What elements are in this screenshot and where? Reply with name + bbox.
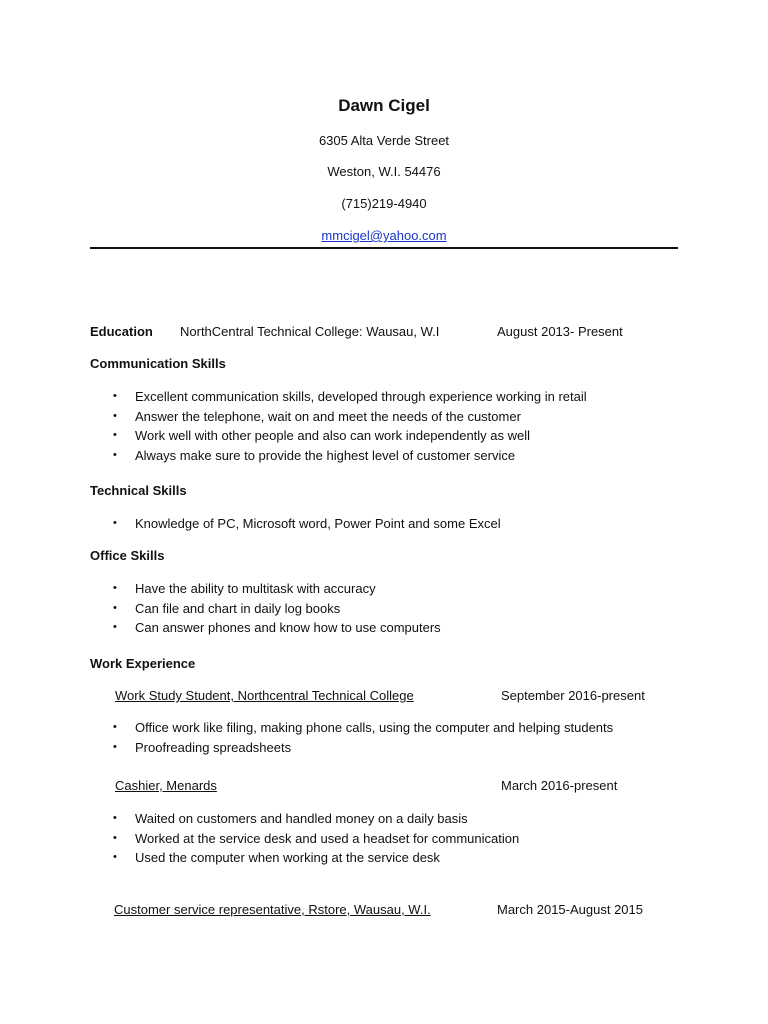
list-item: • Waited on customers and handled money on a daily basis: [113, 809, 519, 829]
job-dates-customer-service: March 2015-August 2015: [497, 902, 643, 917]
bullet-icon: •: [113, 721, 117, 733]
list-item: • Can file and chart in daily log books: [113, 599, 441, 619]
job-dates-work-study: September 2016-present: [501, 688, 645, 703]
list-item: • Proofreading spreadsheets: [113, 738, 613, 758]
bullet-icon: •: [113, 601, 117, 614]
job-title-work-study: Work Study Student, Northcentral Technical College: [115, 688, 414, 703]
bullet-icon: •: [113, 812, 117, 824]
list-item: • Have the ability to multitask with accuracy: [113, 579, 441, 599]
job-dates-cashier: March 2016-present: [501, 778, 618, 793]
list-item: • Worked at the service desk and used a headset for communication: [113, 829, 519, 849]
education-school: NorthCentral Technical College: Wausau, W.I: [180, 324, 440, 339]
communication-skills-heading: Communication Skills: [90, 356, 226, 371]
applicant-name: Dawn Cigel: [338, 96, 430, 115]
job-duties-work-study: [113, 718, 613, 757]
bullet-icon: •: [113, 621, 117, 634]
list-item: • Can answer phones and know how to use computers: [113, 618, 441, 638]
bullet-icon: •: [113, 409, 117, 422]
bullet-icon: •: [113, 740, 117, 753]
list-item: • Always make sure to provide the highest level of customer service: [113, 446, 587, 466]
phone-number: (715)219-4940: [341, 196, 427, 211]
office-skills-list: [113, 579, 441, 638]
technical-skills-heading: Technical Skills: [90, 483, 187, 498]
work-experience-heading: Work Experience: [90, 656, 196, 671]
job-duties-cashier: [113, 809, 519, 868]
bullet-icon: •: [113, 390, 117, 402]
bullet-icon: •: [113, 851, 117, 864]
header-divider: [90, 247, 678, 249]
office-skills-heading: Office Skills: [90, 548, 165, 563]
list-item: • Used the computer when working at the service desk: [113, 848, 519, 868]
technical-skills-list: [113, 514, 501, 534]
email-link[interactable]: mmcigel@yahoo.com: [321, 228, 447, 243]
list-item: • Answer the telephone, wait on and meet the needs of the customer: [113, 407, 587, 427]
bullet-icon: •: [113, 449, 117, 462]
city-state-zip: Weston, W.I. 54476: [327, 164, 441, 179]
list-item: • Office work like filing, making phone calls, using the computer and helping students: [113, 718, 613, 738]
job-title-customer-service: Customer service representative, Rstore, Wausau, W.I.: [114, 902, 431, 917]
list-item: • Work well with other people and also can work independently as well: [113, 426, 587, 446]
communication-skills-list: [113, 387, 587, 466]
bullet-icon: •: [113, 831, 117, 844]
bullet-icon: •: [113, 517, 117, 529]
job-title-cashier: Cashier, Menards: [115, 778, 217, 793]
bullet-icon: •: [113, 582, 117, 594]
education-dates: August 2013- Present: [497, 324, 623, 339]
bullet-icon: •: [113, 429, 117, 442]
street-address: 6305 Alta Verde Street: [318, 133, 450, 148]
education-heading: Education: [90, 324, 153, 339]
list-item: • Knowledge of PC, Microsoft word, Power Point and some Excel: [113, 514, 501, 534]
list-item: • Excellent communication skills, developed through experience working in retail: [113, 387, 587, 407]
